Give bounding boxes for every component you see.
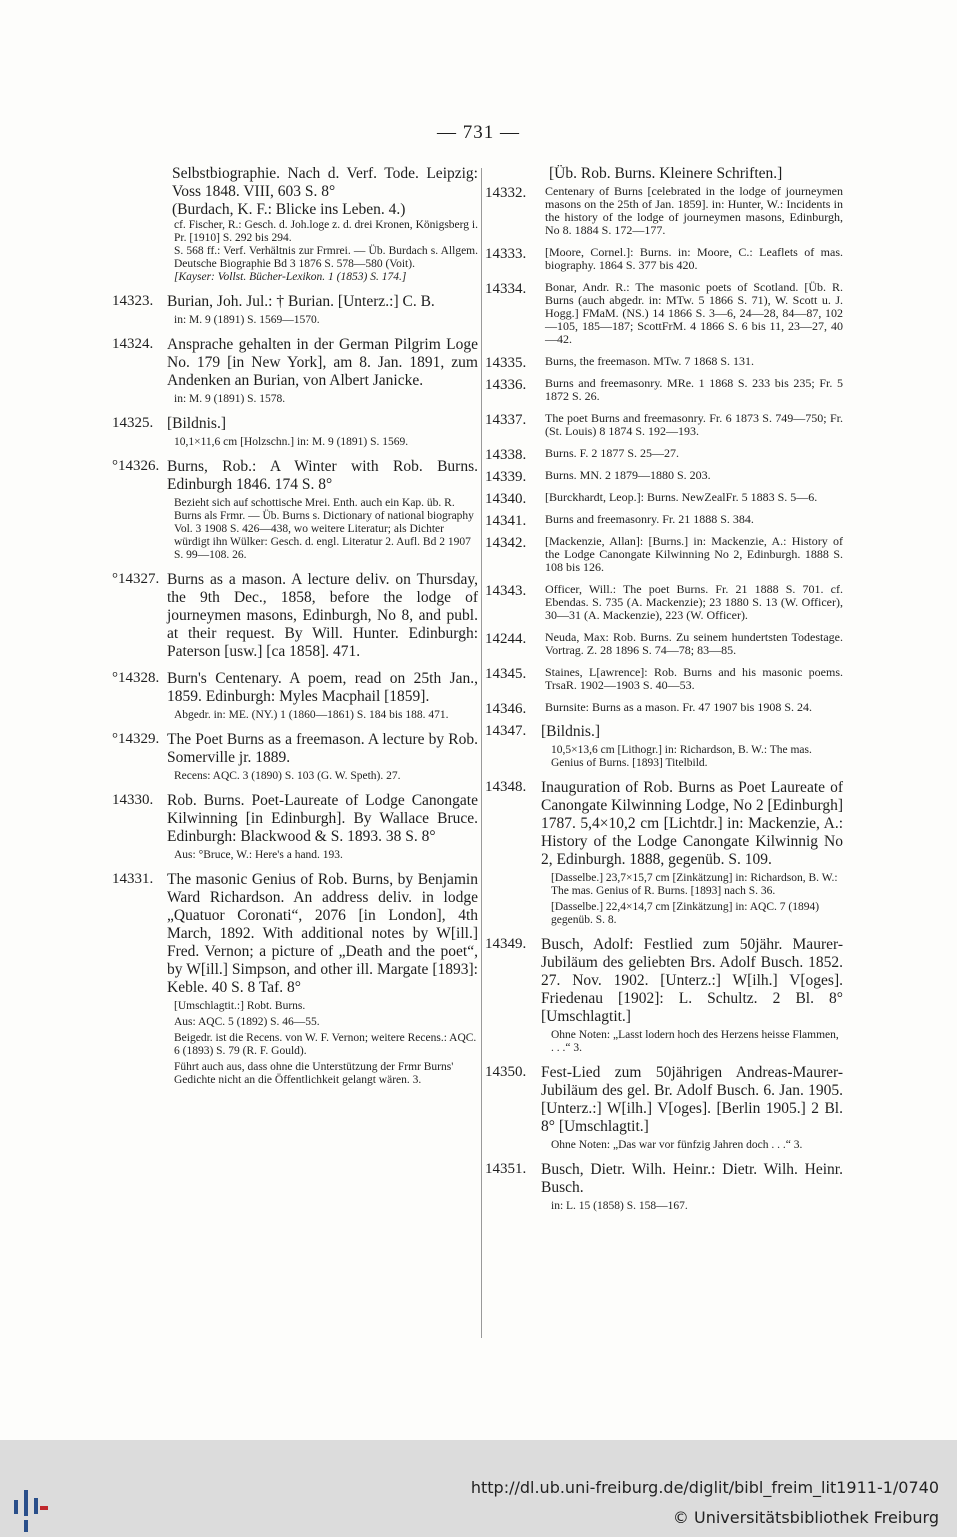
entry-text: Officer, Will.: The poet Burns. Fr. 21 1888 S. 701. cf. Ebendas. S. 735 (A. Mackenzie); 23 1880 S. 13 (W. Officer), 30—31 (A. Mackenzie), 223 (W. Officer). (545, 582, 843, 622)
entry-number: 14340. (485, 491, 527, 507)
bibliography-entry (112, 792, 478, 862)
entry-note: [Umschlagtit.:] Robt. Burns. (174, 1000, 306, 1012)
entry-number: 14336. (485, 377, 527, 393)
bibliography-entry (485, 412, 843, 438)
entry-note: Ohne Noten: „Das war vor fünfzig Jahren doch . . .“ 3. (551, 1139, 803, 1151)
entry-note: in: M. 9 (1891) S. 1569—1570. (174, 314, 320, 326)
bibliography-entry (485, 723, 843, 770)
entry-note: 10,5×13,6 cm [Lithogr.] in: Richardson, B. W.: The mas. Genius of Burns. [1893] Titelbild. (551, 744, 812, 769)
entry-number: 14339. (485, 469, 527, 485)
entry-number: 14331. (112, 871, 154, 887)
entry-note: [Dasselbe.] 23,7×15,7 cm [Zinkätzung] in: Richardson, B. W.: The mas. Genius of R. Burns. [1893] nach S. 36. (551, 872, 838, 897)
entry-note: Ohne Noten: „Lasst lodern hoch des Herzens heisse Flammen, . . .“ 3. (551, 1029, 839, 1054)
entry-text: The poet Burns and freemasonry. Fr. 6 1873 S. 749—750; Fr. (St. Louis) 8 1874 S. 192—193. (545, 411, 843, 438)
entry-note: Aus: °Bruce, W.: Here's a hand. 193. (174, 849, 343, 861)
bibliography-entry (485, 468, 843, 485)
entry-text: Busch, Dietr. Wilh. Heinr.: Dietr. Wilh. Heinr. Busch. (541, 1161, 843, 1196)
entry-text: [Bildnis.] (167, 415, 226, 432)
right-column (485, 165, 843, 1222)
bibliography-entry (112, 336, 478, 406)
entry-number: 14349. (485, 936, 527, 952)
entry-note: [Dasselbe.] 22,4×14,7 cm [Zinkätzung] in: AQC. 7 (1894) gegenüb. S. 8. (551, 901, 820, 926)
entry-text: Bonar, Andr. R.: The masonic poets of Scotland. [Üb. R. Burns (auch abgedr. in: MTw. 5 1866 S. 71), W. Scott u. J. Hogg.] FMaM. (NS.) 14 1866 S. 3—6, 24—28, 84—87, 102—105, 185—187; ScottFrM. 4 1866 S. 6 bis 11, 23—27, 40—42. (545, 280, 843, 346)
intro-notes (112, 219, 478, 284)
entry-number: 14323. (112, 293, 154, 309)
bibliography-entry (485, 281, 843, 346)
bibliography-entry (112, 458, 478, 562)
left-column (112, 165, 478, 1096)
entry-text: [Burckhardt, Leop.]: Burns. NewZealFr. 5 1883 S. 5—6. (545, 490, 818, 504)
entry-number: 14332. (485, 185, 527, 201)
bibliography-entry (112, 731, 478, 783)
entry-text: Centenary of Burns [celebrated in the lodge of journeymen masons on the 25th of Jan. 1859]. in: Hunter, W.: Incidents in the history of the lodge of journeymen masons, Edinburgh, No 8. 1884 S. 172—177. (545, 184, 843, 237)
bibliography-entry (485, 377, 843, 403)
bibliography-entry (112, 871, 478, 1087)
entry-text: Burns. F. 2 1877 S. 25—27. (545, 446, 680, 460)
entry-text: Staines, L[awrence]: Rob. Burns and his masonic poems. TrsaR. 1902—1903 S. 40—53. (545, 665, 843, 692)
bibliography-entry (485, 446, 843, 463)
entry-text: Fest-Lied zum 50jährigen Andreas-Maurer-Jubiläum des gel. Br. Adolf Busch. 6. Jan. 1905. [Unterz.:] W[ilh.] V[oges]. [Berlin 1905.] 2 Bl. 8° [Umschlagtit.] (541, 1064, 843, 1135)
source-url-link[interactable]: http://dl.ub.uni-freiburg.de/diglit/bibl_freim_lit1911-1/0740 (470, 1478, 939, 1497)
entry-number: 14324. (112, 336, 154, 352)
entry-note: in: M. 9 (1891) S. 1578. (174, 393, 286, 405)
entry-text: The Poet Burns as a freemason. A lecture by Rob. Somerville jr. 1889. (167, 731, 478, 766)
library-logo-icon (10, 1476, 50, 1536)
entry-text: Burns, the freemason. MTw. 7 1868 S. 131. (545, 354, 755, 368)
bibliography-entry (485, 779, 843, 927)
entry-number: 14346. (485, 701, 527, 717)
entry-text: Burn's Centenary. A poem, read on 25th Jan., 1859. Edinburgh: Myles Macphail [1859]. (167, 670, 478, 705)
entry-note: 10,1×11,6 cm [Holzschn.] in: M. 9 (1891) S. 1569. (174, 436, 409, 448)
bibliography-entry (112, 670, 478, 722)
entry-note: Bezieht sich auf schottische Mrei. Enth. auch ein Kap. üb. R. Burns als Frmr. — Üb. Burns s. Dictionary of national biography Vol. 3 1908 S. 426—438, wo weitere Literatur; als Dichter würdigt ihn Wülker: Gesch. d. engl. Literatur 2. Aufl. Bd 2 1907 S. 99—108. 26. (174, 497, 474, 561)
entry-number: °14326. (112, 458, 160, 474)
entry-number: 14330. (112, 792, 154, 808)
entry-number: °14328. (112, 670, 160, 686)
entry-text: Inauguration of Rob. Burns as Poet Laureate of Canongate Kilwinning Lodge, No 2 [Edinburgh] 1787. 5,4×10,2 cm [Lichtdr.] in: Mackenzie, A.: History of the Lodge Canongate Kilwinnig No 2, Edinburgh. 1888, gegenüb. S. 109. (541, 779, 843, 868)
entry-number: 14325. (112, 415, 154, 431)
entry-number: 14333. (485, 246, 527, 262)
entry-number: °14327. (112, 571, 160, 587)
bibliography-entry (112, 293, 478, 327)
entry-text: Rob. Burns. Poet-Laureate of Lodge Canongate Kilwinning [in Edinburgh]. By Wallace Bruce. Edinburgh: Blackwood & S. 1893. 38 S. 8° (167, 792, 478, 845)
bibliography-entry (485, 490, 843, 507)
intro-note: S. 568 ff.: Verf. Verhältnis zur Frmrei. — Üb. Burdach s. Allgem. Deutsche Biographie Bd 3 1876 S. 578—580 (Voit). (174, 245, 478, 270)
bibliography-entry (485, 1161, 843, 1213)
bibliography-entry (485, 535, 843, 574)
column-divider (481, 168, 482, 1338)
entry-number: 14334. (485, 281, 527, 297)
entry-text: Burns, Rob.: A Winter with Rob. Burns. Edinburgh 1846. 174 S. 8° (167, 458, 478, 493)
entry-note: Beigedr. ist die Recens. von W. F. Vernon; weitere Recens.: AQC. 6 (1893) S. 79 (R. F. Gould). (174, 1032, 477, 1057)
entry-text: Burnsite: Burns as a mason. Fr. 47 1907 bis 1908 S. 24. (545, 700, 813, 714)
entry-number: 14351. (485, 1161, 527, 1177)
entry-number: 14335. (485, 355, 527, 371)
intro-note: cf. Fischer, R.: Gesch. d. Joh.loge z. d. drei Kronen, Königsberg i. Pr. [1910] S. 292 bis 294. (174, 219, 478, 244)
entry-number: 14350. (485, 1064, 527, 1080)
entry-text: Ansprache gehalten in der German Pilgrim Loge No. 179 [in New York], am 8. Jan. 1891, zum Andenken an Burian, von Albert Janicke. (167, 336, 478, 389)
entry-number: 14338. (485, 447, 527, 463)
bibliography-entry (485, 631, 843, 657)
entry-note: Recens: AQC. 3 (1890) S. 103 (G. W. Speth). 27. (174, 770, 401, 782)
bibliography-entry (485, 185, 843, 237)
entry-text: Burns. MN. 2 1879—1880 S. 203. (545, 468, 711, 482)
entry-number: 14337. (485, 412, 527, 428)
bibliography-entry (485, 1064, 843, 1152)
bibliography-entry (112, 571, 478, 661)
entry-note: Führt auch aus, dass ohne die Unterstützung der Frmr Burns' Gedichte nicht an die Öffentlichkeit gelangt wären. 3. (174, 1061, 454, 1086)
entry-number: 14345. (485, 666, 527, 682)
bibliography-entry (485, 700, 843, 717)
bibliography-entry (485, 666, 843, 692)
entry-number: °14329. (112, 731, 160, 747)
entry-text: Neuda, Max: Rob. Burns. Zu seinem hundertsten Todestage. Vortrag. Z. 28 1896 S. 74—78; 83—85. (545, 630, 843, 657)
entry-text: Burns and freemasonry. MRe. 1 1868 S. 233 bis 235; Fr. 5 1872 S. 26. (545, 376, 843, 403)
bibliography-entry (112, 415, 478, 449)
intro-note: [Kayser: Vollst. Bücher-Lexikon. 1 (1853) S. 174.] (174, 271, 407, 283)
entry-note: Abgedr. in: ME. (NY.) 1 (1860—1861) S. 184 bis 188. 471. (174, 709, 449, 721)
entry-text: Burns as a mason. A lecture deliv. on Thursday, the 9th Dec., 1858, before the lodge of journeymen masons, Edinburgh, No 8, and publ. at their request. By Will. Hunter. Edinburgh: Paterson [usw.] [ca 1858]. 471. (167, 571, 478, 660)
bibliography-entry (485, 583, 843, 622)
page-number: — 731 — (437, 122, 520, 143)
bibliography-entry (485, 354, 843, 371)
bibliography-entry (485, 936, 843, 1055)
entry-text: The masonic Genius of Rob. Burns, by Benjamin Ward Richardson. An address deliv. in lodge „Quatuor Coronati“, 2076 [in London], 4th March, 1892. With additional notes by W[ill.] Fred. Vernon; a picture of „Death and the poet“, by W[ill.] Simpson, and other ill. Margate [1893]: Keble. 40 S. 8 Taf. 8° (167, 871, 478, 996)
right-intro: [Üb. Rob. Burns. Kleinere Schriften.] (549, 165, 783, 182)
entry-text: [Mackenzie, Allan]: [Burns.] in: Mackenzie, A.: History of the Lodge Canongate Kilwinning No 2, Edinburgh. 1888 S. 108 bis 126. (545, 534, 843, 574)
entry-number: 14348. (485, 779, 527, 795)
entry-number: 14244. (485, 631, 527, 647)
entry-text: Burns and freemasonry. Fr. 21 1888 S. 384. (545, 512, 754, 526)
entry-note: in: L. 15 (1858) S. 158—167. (551, 1200, 688, 1212)
entry-number: 14343. (485, 583, 527, 599)
entry-text: [Moore, Cornel.]: Burns. in: Moore, C.: Leaflets of mas. biography. 1864 S. 377 bis 420. (545, 245, 843, 272)
entry-number: 14347. (485, 723, 527, 739)
bibliography-entry (485, 246, 843, 272)
entry-text: [Bildnis.] (541, 723, 600, 740)
copyright-text: © Universitätsbibliothek Freiburg (672, 1508, 939, 1527)
intro-text: Selbstbiographie. Nach d. Verf. Tode. Leipzig: Voss 1848. VIII, 603 S. 8° (172, 165, 478, 200)
intro-series: (Burdach, K. F.: Blicke ins Leben. 4.) (172, 201, 406, 218)
entry-text: Busch, Adolf: Festlied zum 50jähr. Maurer-Jubiläum des geliebten Brs. Adolf Busch. 1852. 27. Nov. 1902. [Unterz.:] W[ilh.] V[oges]. Friedenau [1902]: L. Schultz. 2 Bl. 8° [Umschlagtit.] (541, 936, 843, 1025)
bibliography-entry (485, 512, 843, 529)
entry-note: Aus: AQC. 5 (1892) S. 46—55. (174, 1016, 320, 1028)
entry-number: 14341. (485, 513, 527, 529)
entry-number: 14342. (485, 535, 527, 551)
entry-text: Burian, Joh. Jul.: † Burian. [Unterz.:] C. B. (167, 293, 435, 310)
